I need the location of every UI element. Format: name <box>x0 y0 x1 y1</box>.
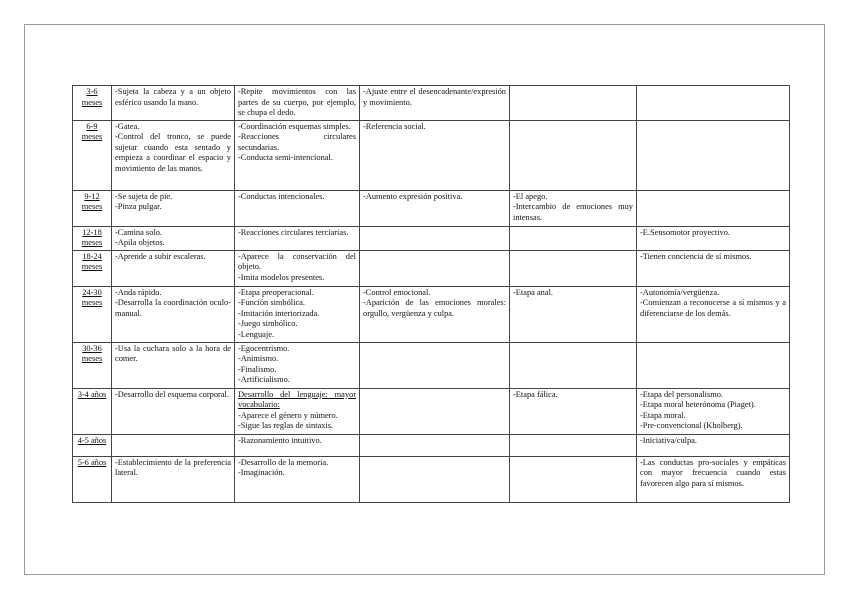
table-cell-c3 <box>360 120 510 190</box>
table-row <box>73 120 790 190</box>
table-cell-c3 <box>360 250 510 286</box>
cell-line: -Desarrollo del esquema corporal. <box>115 389 229 399</box>
table-cell-c3 <box>360 86 510 121</box>
age-cell: 24-30 meses <box>73 286 112 342</box>
table-row <box>73 342 790 388</box>
cell-line: -Lenguaje. <box>238 329 275 339</box>
table-cell-c4 <box>510 250 637 286</box>
cell-line: -Conducta semi-intencional. <box>238 153 333 162</box>
table-cell-c4 <box>510 456 637 502</box>
table-cell-c5 <box>637 250 790 286</box>
table-cell-c2 <box>235 434 360 456</box>
cell-line: -Artificialismo. <box>238 375 290 384</box>
cell-line: -Establecimiento de la preferencia lateral. <box>115 457 231 477</box>
cell-line: -Imitación interiorizada. <box>238 308 320 318</box>
table-row <box>73 190 790 226</box>
table-cell-c5 <box>637 456 790 502</box>
cell-line: -Control del tronco, se puede sujetar cuando esta sentado y empieza a coordinar el espacio y movimiento de las manos. <box>115 132 231 173</box>
table-row <box>73 456 790 502</box>
table-row <box>73 226 790 250</box>
table-cell-c3 <box>360 226 510 250</box>
table-cell-c4 <box>510 120 637 190</box>
table-cell-c3 <box>360 456 510 502</box>
table-cell-c3 <box>360 388 510 434</box>
table-cell-c2 <box>235 86 360 121</box>
table-cell-c1 <box>112 86 235 121</box>
cell-line: -Tienen conciencia de sí mismos. <box>640 251 752 261</box>
age-cell: 4-5 años <box>73 434 112 456</box>
cell-line: Desarrollo del lenguaje: mayor vocabulario: <box>238 389 356 409</box>
age-cell: 6-9 meses <box>73 120 112 190</box>
cell-line: -Las conductas pro-sociales y empáticas con mayor frecuencia cuando estas favorecen algo para sí mismos. <box>640 457 786 488</box>
table-row <box>73 86 790 121</box>
cell-line: -Animismo. <box>238 354 279 363</box>
table-cell-c4 <box>510 434 637 456</box>
table-cell-c4 <box>510 342 637 388</box>
cell-line: -Iniciativa/culpa. <box>640 435 697 445</box>
table-cell-c5 <box>637 120 790 190</box>
cell-line: -Razonamiento intuitivo. <box>238 435 322 445</box>
table-cell-c2 <box>235 190 360 226</box>
cell-line: -Desarrollo de la memoria. <box>238 457 329 467</box>
table-cell-c1 <box>112 120 235 190</box>
table-cell-c4 <box>510 86 637 121</box>
table-cell-c2 <box>235 226 360 250</box>
table-body <box>73 86 790 503</box>
table-cell-c5 <box>637 342 790 388</box>
table-cell-c2 <box>235 342 360 388</box>
cell-line: -Control emocional. <box>363 287 431 297</box>
table-cell-c3 <box>360 342 510 388</box>
cell-line: -Imita modelos presentes. <box>238 272 325 282</box>
table-cell-c1 <box>112 286 235 342</box>
cell-line: -Gatea. <box>115 121 140 131</box>
cell-line: -E.Sensomotor proyectivo. <box>640 227 731 237</box>
cell-line: -Desarrolla la coordinación oculo-manual. <box>115 298 231 318</box>
cell-line: -Ajuste entre el desencadenante/expresión y movimiento. <box>363 87 506 107</box>
table-cell-c5 <box>637 86 790 121</box>
cell-line: -Etapa moral. <box>640 410 686 420</box>
cell-line: -Aparición de las emociones morales: orgullo, vergüenza y culpa. <box>363 298 506 318</box>
age-cell: 3-6 meses <box>73 86 112 121</box>
cell-line: -Sujeta la cabeza y a un objeto esférico usando la mano. <box>115 87 231 107</box>
table-row <box>73 388 790 434</box>
cell-line: -Referencia social. <box>363 121 426 131</box>
cell-line: -Etapa fálica. <box>513 389 558 399</box>
cell-line: -Repite movimientos con las partes de su cuerpo, por ejemplo, se chupa el dedo. <box>238 87 356 117</box>
cell-line: -Finalismo. <box>238 364 277 374</box>
cell-line: -Apila objetos. <box>115 238 165 247</box>
table-cell-c5 <box>637 434 790 456</box>
table-row <box>73 434 790 456</box>
cell-line: -Aprende a subir escaleras. <box>115 251 206 261</box>
table-cell-c1 <box>112 226 235 250</box>
table-cell-c5 <box>637 190 790 226</box>
age-cell: 5-6 años <box>73 456 112 502</box>
cell-line: -Etapa preoperacional. <box>238 287 314 297</box>
cell-line: -Sigue las reglas de sintaxis. <box>238 421 334 430</box>
cell-line: -Camina solo. <box>115 227 162 237</box>
table-cell-c3 <box>360 190 510 226</box>
cell-line: -El apego. <box>513 191 548 201</box>
cell-line: -Reacciones circulares terciarias. <box>238 227 349 237</box>
table-cell-c2 <box>235 388 360 434</box>
cell-line: -Coordinación esquemas simples. <box>238 121 351 131</box>
table-cell-c4 <box>510 226 637 250</box>
table-cell-c4 <box>510 286 637 342</box>
table-cell-c5 <box>637 388 790 434</box>
table-cell-c5 <box>637 286 790 342</box>
cell-line: -Imaginación. <box>238 468 285 477</box>
cell-line: -Conductas intencionales. <box>238 191 325 201</box>
cell-line: -Comienzan a reconocerse a sí mismos y a diferenciarse de los demás. <box>640 298 786 318</box>
age-cell: 30-36 meses <box>73 342 112 388</box>
cell-line: -Etapa del personalismo. <box>640 389 724 399</box>
table-cell-c1 <box>112 388 235 434</box>
cell-line: -Anda rápido. <box>115 287 162 297</box>
cell-line: -Etapa moral heterónoma (Piaget). <box>640 400 756 409</box>
age-cell: 12-18 meses <box>73 226 112 250</box>
cell-line: -Etapa anal. <box>513 287 553 297</box>
table-cell-c2 <box>235 456 360 502</box>
table-cell-c5 <box>637 226 790 250</box>
table-cell-c1 <box>112 456 235 502</box>
table-cell-c1 <box>112 434 235 456</box>
table-cell-c2 <box>235 120 360 190</box>
development-table <box>72 85 790 503</box>
table-cell-c4 <box>510 190 637 226</box>
cell-line: -Pinza pulgar. <box>115 202 162 211</box>
table-cell-c3 <box>360 286 510 342</box>
cell-line: -Aumento expresión positiva. <box>363 191 463 201</box>
age-cell: 9-12 meses <box>73 190 112 226</box>
table-cell-c1 <box>112 250 235 286</box>
table-cell-c2 <box>235 286 360 342</box>
cell-line: -Autonomía/vergüenza. <box>640 287 720 297</box>
cell-line: -Se sujeta de pie. <box>115 191 173 201</box>
cell-line: -Egocentrismo. <box>238 343 290 353</box>
table-cell-c2 <box>235 250 360 286</box>
table-cell-c3 <box>360 434 510 456</box>
cell-line: -Juego simbólico. <box>238 319 298 328</box>
cell-line: -Reacciones circulares secundarias. <box>238 132 356 152</box>
cell-line: -Usa la cuchara solo a la hora de comer. <box>115 343 231 363</box>
cell-line: -Función simbólica. <box>238 298 305 307</box>
table-row <box>73 286 790 342</box>
cell-line: -Intercambio de emociones muy intensas. <box>513 202 633 222</box>
table-cell-c4 <box>510 388 637 434</box>
table-cell-c1 <box>112 190 235 226</box>
age-cell: 18-24 meses <box>73 250 112 286</box>
cell-line: -Aparece el género y número. <box>238 410 338 420</box>
cell-line: -Aparece la conservación del objeto. <box>238 251 356 271</box>
table-row <box>73 250 790 286</box>
table-cell-c1 <box>112 342 235 388</box>
age-cell: 3-4 años <box>73 388 112 434</box>
cell-line: -Pre-convencional (Kholberg). <box>640 421 743 430</box>
